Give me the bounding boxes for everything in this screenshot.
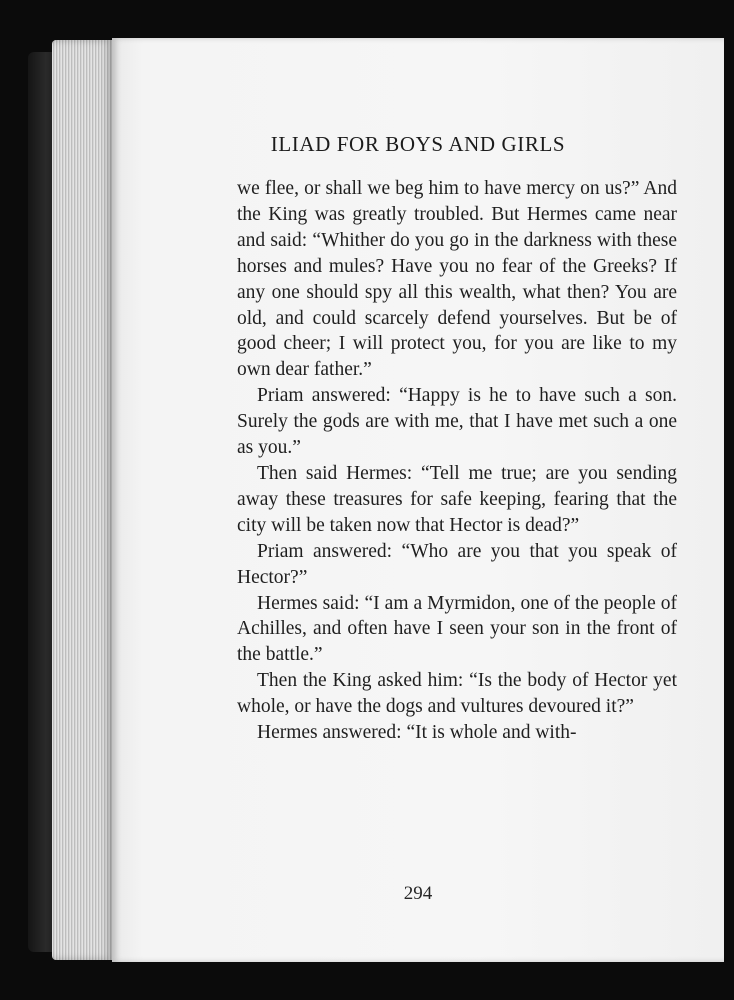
book-page [112,38,724,962]
paragraph: Then said Hermes: “Tell me true; are you sending away these treasures for safe keeping, fearing that the city will be taken now that Hector is dead?” [237,462,677,536]
running-head: ILIAD FOR BOYS AND GIRLS [270,132,566,156]
body-text [237,176,677,746]
paragraph: Hermes said: “I am a Myrmidon, one of the people of Achilles, and often have I seen your son in the front of the battle.” [237,592,677,666]
paragraph: Hermes answered: “It is whole and with- [257,722,577,744]
paragraph: we flee, or shall we beg him to have mercy on us?” And the King was greatly troubled. But Hermes came near and said: “Whither do you go in the darkness with these horses and mules? Have you no fear of the Greeks? If any one should spy all this wealth, what then? You are old, and could scarcely defend yourselves. But be of good cheer; I will protect you, for you are like to my own dear father.” [237,178,677,381]
paragraph: Priam answered: “Who are you that you speak of Hector?” [237,540,677,588]
paragraph: Then the King asked him: “Is the body of Hector yet whole, or have the dogs and vultures devoured it?” [237,670,677,718]
page-number: 294 [403,883,433,904]
page-stack-edge [52,40,114,960]
paragraph: Priam answered: “Happy is he to have such a son. Surely the gods are with me, that I have met such a one as you.” [237,385,677,459]
